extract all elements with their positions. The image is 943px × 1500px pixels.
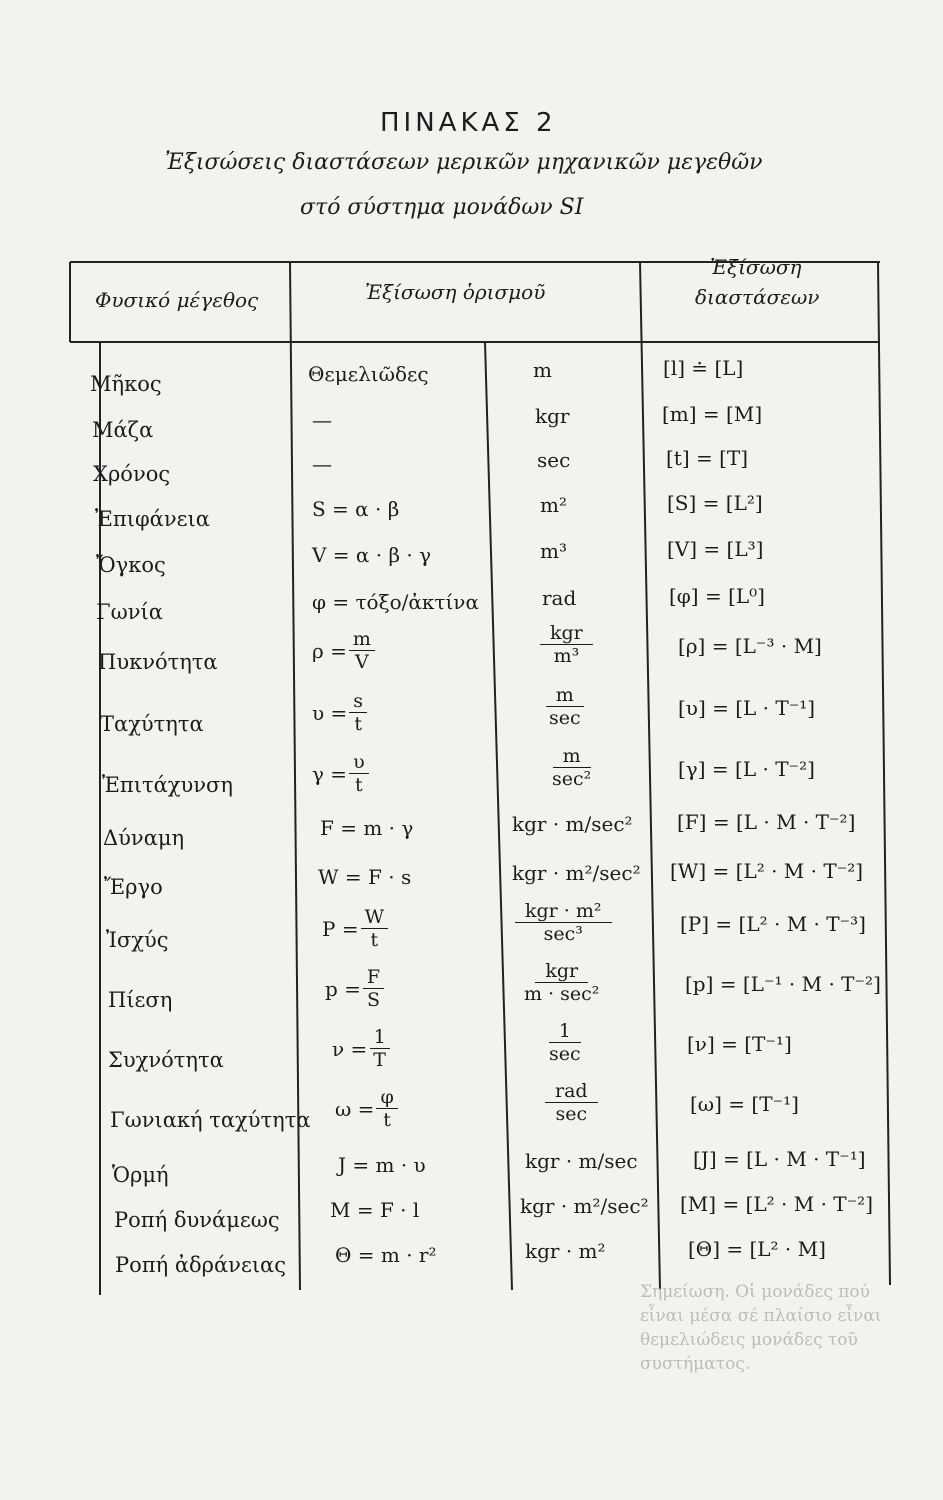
unit-numerator: m	[553, 745, 591, 768]
unit-cell: kgr · m²/sec²	[512, 861, 641, 885]
quantity-name: Ἐπιτάχυνση	[102, 773, 233, 797]
definition-lhs: P =	[322, 916, 359, 941]
quantity-name: Γωνιακή ταχύτητα	[110, 1108, 311, 1132]
unit-fraction-cell	[545, 1080, 598, 1125]
definition-formula	[332, 1026, 390, 1071]
dimension-equation: [p] = [L⁻¹ · M · T⁻²]	[685, 972, 881, 996]
quantity-name: Πίεση	[108, 988, 173, 1012]
dimension-equation: [S] = [L²]	[667, 491, 763, 515]
quantity-name: Ὄγκος	[96, 553, 166, 577]
header-dimension-line2: διαστάσεων	[695, 285, 820, 309]
unit-numerator: kgr	[535, 960, 588, 983]
quantity-name: Ἰσχύς	[106, 928, 169, 952]
definition-formula: —	[312, 452, 332, 476]
definition-formula	[312, 628, 375, 673]
quantity-name: Ἐπιφάνεια	[95, 507, 210, 531]
definition-fraction	[361, 906, 389, 951]
unit-cell: kgr	[535, 404, 570, 428]
definition-formula: φ = τόξο/ἀκτίνα	[312, 590, 479, 614]
unit-fraction	[545, 1080, 598, 1125]
bleed-through-note: Σημείωση. Οἱ μονάδες πού εἶναι μέσα σέ πλαίσιο εἶναι θεμελιώδεις μονάδες τοῦ συστήματος.	[640, 1282, 882, 1374]
table-subtitle-system: στό σύστημα μονάδων SI	[300, 195, 584, 220]
quantity-name: Ροπή δυνάμεως	[114, 1208, 280, 1232]
quantity-name: Μάζα	[92, 418, 154, 442]
dimension-equation: [W] = [L² · M · T⁻²]	[670, 859, 864, 883]
definition-formula: M = F · l	[330, 1198, 420, 1222]
fraction-denominator: t	[354, 713, 362, 735]
fraction-numerator: υ	[349, 751, 369, 774]
quantity-name: Χρόνος	[93, 462, 171, 486]
definition-formula: Θεμελιῶδες	[308, 362, 429, 386]
quantity-name: Γωνία	[96, 600, 163, 624]
quantity-name: Πυκνότητα	[98, 650, 218, 674]
dimension-equation: [m] = [M]	[662, 402, 763, 426]
unit-cell: sec	[537, 448, 571, 472]
definition-formula: W = F · s	[318, 865, 412, 889]
definition-formula: Θ = m · r²	[335, 1243, 437, 1267]
unit-cell: rad	[542, 586, 577, 610]
definition-formula: F = m · γ	[320, 816, 414, 840]
unit-denominator: sec	[549, 1043, 581, 1065]
quantity-name: Μῆκος	[90, 372, 162, 396]
dimension-equation: [φ] = [L⁰]	[669, 584, 765, 608]
unit-numerator: kgr	[540, 622, 593, 645]
quantity-name: Δύναμη	[103, 826, 185, 850]
dimension-equation: [P] = [L² · M · T⁻³]	[680, 912, 866, 936]
definition-lhs: γ =	[312, 761, 348, 786]
dimension-equation: [ν] = [T⁻¹]	[687, 1032, 792, 1056]
unit-fraction	[540, 622, 593, 667]
unit-denominator: sec	[555, 1103, 588, 1125]
definition-formula: V = α · β · γ	[312, 543, 432, 567]
unit-numerator: rad	[545, 1080, 598, 1103]
definition-formula	[322, 906, 388, 951]
fraction-numerator: F	[363, 966, 384, 989]
unit-fraction-cell	[545, 684, 585, 729]
unit-fraction	[548, 745, 595, 790]
definition-fraction	[363, 966, 384, 1011]
header-definition: Ἐξίσωση ὁρισμοῦ	[365, 280, 546, 304]
fraction-denominator: t	[383, 1109, 391, 1131]
dimension-equation: [J] = [L · M · T⁻¹]	[693, 1147, 866, 1171]
unit-cell: kgr · m²/sec²	[520, 1194, 649, 1218]
definition-formula: J = m · υ	[338, 1153, 426, 1177]
unit-fraction	[545, 684, 585, 729]
fraction-numerator: s	[349, 690, 367, 713]
unit-numerator: 1	[549, 1020, 581, 1043]
quantity-name: Ροπή ἀδράνειας	[115, 1253, 287, 1277]
dimension-equation: [ρ] = [L⁻³ · M]	[678, 634, 822, 658]
unit-fraction	[520, 960, 603, 1005]
definition-formula	[312, 751, 369, 796]
dimension-equation: [γ] = [L · T⁻²]	[678, 757, 815, 781]
unit-cell: m	[533, 358, 552, 382]
unit-fraction-cell	[548, 745, 595, 790]
dimension-equation: [Θ] = [L² · M]	[688, 1237, 826, 1261]
unit-denominator: sec	[549, 707, 581, 729]
definition-fraction	[376, 1086, 397, 1131]
definition-formula: —	[312, 408, 332, 432]
unit-fraction	[515, 900, 612, 945]
fraction-numerator: 1	[370, 1026, 390, 1049]
header-quantity: Φυσικό μέγεθος	[95, 288, 259, 312]
unit-fraction-cell	[545, 1020, 585, 1065]
definition-lhs: ω =	[335, 1096, 375, 1121]
dimension-equation: [F] = [L · M · T⁻²]	[677, 810, 856, 834]
unit-fraction-cell	[540, 622, 593, 667]
fraction-numerator: W	[361, 906, 389, 929]
dimension-equation: [υ] = [L · T⁻¹]	[678, 696, 816, 720]
unit-fraction-cell	[515, 900, 612, 945]
unit-denominator: sec³	[543, 923, 583, 945]
dimension-equation: [t] = [T]	[666, 446, 749, 470]
table-subtitle: Ἐξισώσεις διαστάσεων μερικῶν μηχανικῶν μεγεθῶν	[165, 150, 763, 175]
unit-cell: kgr · m²	[525, 1239, 606, 1263]
definition-formula: S = α · β	[312, 497, 400, 521]
fraction-denominator: S	[367, 989, 381, 1011]
dimension-equation: [l] ≐ [L]	[663, 356, 744, 380]
definition-formula	[312, 690, 367, 735]
dimension-equation: [M] = [L² · M · T⁻²]	[680, 1192, 873, 1216]
definition-formula	[325, 966, 384, 1011]
fraction-denominator: t	[370, 929, 379, 951]
definition-fraction	[349, 628, 375, 673]
unit-numerator: m	[546, 684, 584, 707]
quantity-name: Ταχύτητα	[100, 712, 204, 736]
unit-denominator: m³	[553, 645, 580, 667]
definition-lhs: ρ =	[312, 638, 347, 663]
quantity-name: Συχνότητα	[108, 1048, 224, 1072]
fraction-numerator: m	[349, 628, 375, 651]
unit-cell: m³	[540, 539, 567, 563]
unit-fraction	[545, 1020, 585, 1065]
unit-numerator: kgr · m²	[515, 900, 612, 923]
fraction-numerator: φ	[376, 1086, 397, 1109]
unit-cell: m²	[540, 493, 567, 517]
definition-lhs: ν =	[332, 1036, 368, 1061]
definition-fraction	[349, 751, 369, 796]
unit-denominator: m · sec²	[524, 983, 600, 1005]
unit-fraction-cell	[520, 960, 603, 1005]
fraction-denominator: T	[373, 1049, 386, 1071]
fraction-denominator: t	[355, 774, 363, 796]
header-dimension-line1: Ἐξίσωση	[710, 255, 802, 279]
unit-cell: kgr · m/sec	[525, 1149, 638, 1173]
definition-fraction	[369, 1026, 390, 1071]
definition-formula	[335, 1086, 398, 1131]
fraction-denominator: V	[355, 651, 369, 673]
dimension-equation: [ω] = [T⁻¹]	[690, 1092, 799, 1116]
unit-denominator: sec²	[552, 768, 592, 790]
quantity-name: Ὁρμή	[112, 1163, 169, 1187]
table-title: ΠΙΝΑΚΑΣ 2	[380, 108, 557, 138]
definition-lhs: υ =	[312, 700, 348, 725]
unit-cell: kgr · m/sec²	[512, 812, 633, 836]
quantity-name: Ἔργο	[104, 875, 163, 899]
definition-fraction	[349, 690, 367, 735]
definition-lhs: p =	[325, 976, 361, 1001]
dimension-equation: [V] = [L³]	[667, 537, 764, 561]
